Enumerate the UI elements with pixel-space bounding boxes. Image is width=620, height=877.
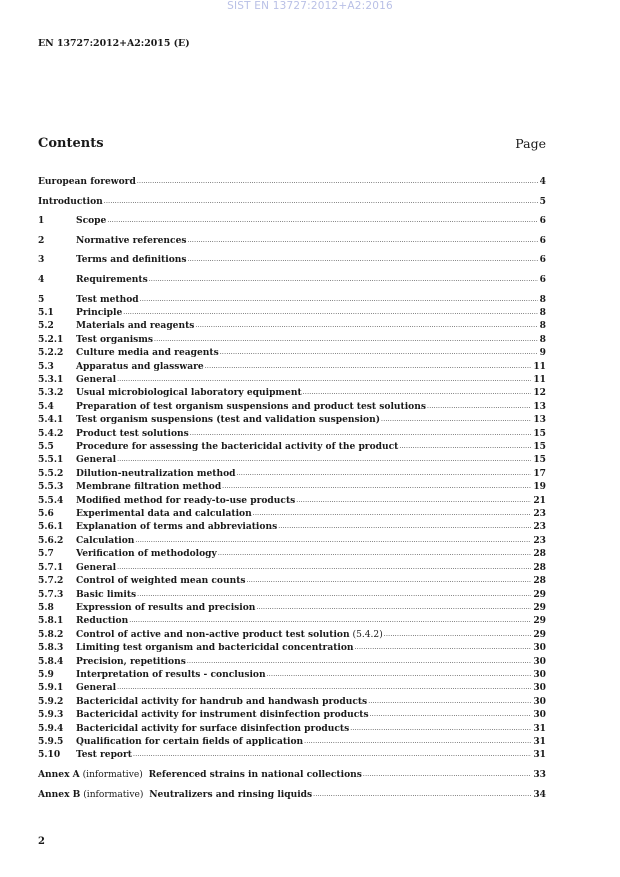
toc-entry-title: Usual microbiological laboratory equipment [76,387,302,399]
toc-entry[interactable] [38,195,546,208]
toc-entry-title: Test organism suspensions (test and validation suspension) [76,414,381,426]
toc-leader-dots [278,520,531,529]
toc-leader-dots [222,480,531,489]
toc-entry[interactable] [38,234,546,247]
toc-entry[interactable] [38,768,546,781]
toc-entry[interactable] [38,601,546,614]
toc-leader-dots [205,360,532,369]
toc-entry[interactable] [38,400,546,413]
toc-entry-page: 30 [533,655,546,667]
toc-entry-title: Explanation of terms and abbreviations [76,521,278,533]
toc-entry-page: 15 [533,427,546,439]
toc-entry[interactable] [38,695,546,708]
toc-entry-number: 5.7.1 [38,561,64,573]
toc-leader-dots [355,641,532,650]
toc-entry-number: 5.4.1 [38,414,64,426]
toc-entry-title: Interpretation of results - conclusion [76,668,266,680]
toc-leader-dots [117,373,531,382]
toc-entry[interactable] [38,641,546,654]
toc-leader-dots [188,253,538,262]
toc-entry-annex-title: Neutralizers and rinsing liquids [149,788,313,800]
toc-entry-title: Calculation [76,534,135,546]
toc-leader-dots [237,467,532,476]
toc-entry-title: Control of active and non-active product test solution [76,628,350,640]
page-column-label: Page [515,136,546,151]
toc-entry-page: 8 [539,306,546,318]
toc-entry-title: Apparatus and glassware [76,360,204,372]
toc-leader-dots [218,547,532,556]
toc-entry[interactable] [38,293,546,306]
toc-entry-title: Precision, repetitions [76,655,186,667]
toc-entry-title: General [76,682,117,694]
toc-entry-title: Bactericidal activity for handrub and handwash products [76,695,368,707]
toc-entry[interactable] [38,453,546,466]
toc-entry-title: Materials and reagents [76,320,195,332]
toc-entry-page: 8 [539,293,546,305]
toc-entry-page: 15 [533,454,546,466]
toc-leader-dots [135,534,531,543]
toc-leader-dots [399,440,531,449]
toc-entry[interactable] [38,440,546,453]
toc-leader-dots [137,588,531,597]
toc-entry-page: 31 [533,749,546,761]
toc-entry-page: 11 [533,374,546,385]
table-of-contents [38,175,546,801]
toc-entry[interactable] [38,373,546,386]
toc-entry[interactable] [38,681,546,694]
watermark: SIST EN 13727:2012+A2:2016 [227,0,393,12]
toc-leader-dots [247,574,532,583]
toc-entry-page: 5 [539,195,546,207]
toc-entry[interactable] [38,708,546,721]
toc-entry-page: 15 [533,441,546,453]
toc-entry-number: 5.6.2 [38,534,64,546]
toc-entry[interactable] [38,574,546,587]
toc-leader-dots [190,427,532,436]
toc-leader-dots [107,214,537,223]
toc-entry-page: 13 [533,414,546,426]
toc-entry-number: 5.9.2 [38,695,64,707]
toc-entry-page: 30 [533,695,546,707]
toc-entry[interactable] [38,561,546,574]
toc-entry-annex-title: Referenced strains in national collections [148,768,362,780]
toc-entry-page: 8 [539,320,546,332]
toc-entry-page: 29 [533,601,546,613]
toc-entry-page: 6 [539,254,546,266]
toc-entry-number: 5.1 [38,306,54,318]
toc-entry-page: 31 [533,722,546,734]
toc-entry-number: 5.2.2 [38,347,64,359]
toc-entry-page: 13 [533,400,546,412]
toc-entry-page: 12 [533,387,546,399]
toc-entry-page: 6 [539,273,546,285]
toc-entry-page: 29 [533,628,546,640]
toc-entry[interactable] [38,467,546,480]
toc-entry-page: 19 [533,481,546,493]
toc-leader-dots [195,319,537,328]
toc-entry-title: Requirements [76,273,148,285]
toc-entry[interactable] [38,480,546,493]
toc-leader-dots [267,668,532,677]
toc-entry[interactable] [38,360,546,373]
toc-entry-number: 5.4 [38,400,54,412]
contents-title: Contents [38,136,104,151]
toc-entry-number: 5.5.4 [38,494,64,506]
toc-entry-page: 23 [533,521,546,533]
toc-entry[interactable] [38,668,546,681]
toc-entry[interactable] [38,494,546,507]
toc-entry[interactable] [38,520,546,533]
toc-entry-page: 17 [533,467,546,479]
toc-entry-title: Introduction [38,195,103,207]
toc-leader-dots [117,453,531,462]
toc-entry-title: Terms and definitions [76,254,187,266]
toc-entry-title: Experimental data and calculation [76,508,252,520]
toc-entry[interactable] [38,614,546,627]
toc-entry-title: Normative references [76,234,187,246]
toc-entry-title: Expression of results and precision [76,601,256,613]
toc-leader-dots [123,306,537,315]
toc-entry-number: 5.6 [38,508,54,520]
toc-entry[interactable] [38,386,546,399]
toc-entry-title: Verification of methodology [76,548,217,560]
toc-entry-number: 5.9 [38,668,54,680]
toc-entry-title: General [76,561,117,573]
toc-entry-title: Membrane filtration method [76,481,222,493]
toc-leader-dots [117,681,531,690]
toc-leader-dots [384,628,532,637]
toc-leader-dots [129,614,531,623]
toc-entry-number: 5.5.1 [38,454,64,466]
toc-entry-title: Annex B [38,788,81,800]
toc-leader-dots [350,722,531,731]
toc-entry[interactable] [38,722,546,735]
toc-entry-title: Qualification for certain fields of application [76,735,304,747]
toc-entry-page: 8 [539,333,546,345]
toc-entry-page: 29 [533,615,546,627]
toc-entry-number: 5.5 [38,441,54,453]
toc-entry-page: 29 [533,588,546,600]
toc-leader-dots [313,788,531,797]
toc-entry-number: 5.3 [38,360,54,372]
toc-entry-number: 5.2.1 [38,333,64,345]
toc-entry-title: European foreword [38,176,136,187]
document-header: EN 13727:2012+A2:2015 (E) [38,38,190,49]
toc-entry-title: Test organisms [76,333,154,345]
toc-entry[interactable] [38,788,546,801]
toc-leader-dots [187,234,537,243]
toc-entry-title: Test method [76,293,139,305]
toc-entry-title: Dilution-neutralization method [76,467,236,479]
toc-entry[interactable] [38,748,546,761]
toc-leader-dots [253,507,532,516]
toc-entry[interactable] [38,306,546,319]
toc-entry[interactable] [38,547,546,560]
toc-entry-page: 6 [539,215,546,227]
toc-entry-number: 5.8.3 [38,642,64,654]
toc-entry-number: 5.2 [38,320,54,332]
toc-entry-title: Reduction [76,615,129,627]
toc-leader-dots [296,494,531,503]
toc-entry-number: 5.6.1 [38,521,64,533]
toc-leader-dots [220,346,538,355]
toc-leader-dots [427,400,531,409]
toc-entry-page: 6 [539,234,546,246]
toc-entry-title: Scope [76,215,107,227]
toc-entry-page: 33 [533,768,546,780]
toc-entry-title: Principle [76,306,123,318]
toc-entry-title: Control of weighted mean counts [76,575,246,587]
toc-entry-page: 34 [533,788,546,800]
toc-entry[interactable] [38,427,546,440]
toc-entry-number: 5.8.4 [38,655,64,667]
toc-entry-title: Bactericidal activity for instrument disinfection products [76,709,369,721]
toc-entry-note: (informative) [79,769,149,780]
toc-entry-page: 21 [533,494,546,506]
toc-entry-page: 23 [533,534,546,546]
page-number: 2 [38,836,45,847]
toc-entry-number: 2 [38,234,45,246]
toc-entry-note: (informative) [80,789,150,800]
toc-leader-dots [133,748,531,757]
toc-entry-number: 5.10 [38,749,61,761]
toc-entry-title: Culture media and reagents [76,347,219,359]
toc-entry[interactable] [38,175,546,188]
toc-entry[interactable] [38,735,546,748]
toc-entry-title: General [76,374,117,385]
toc-entry-page: 30 [533,642,546,654]
toc-entry[interactable] [38,333,546,346]
toc-leader-dots [149,273,538,282]
toc-entry-title: General [76,454,117,466]
toc-entry-page: 9 [539,347,546,359]
toc-entry-number: 5.3.2 [38,387,64,399]
toc-entry-page: 31 [533,735,546,747]
toc-entry-number: 5 [38,293,45,305]
toc-entry-number: 5.8.1 [38,615,64,627]
toc-entry-number: 5.9.4 [38,722,64,734]
toc-entry-number: 5.5.2 [38,467,64,479]
toc-entry-page: 30 [533,709,546,721]
toc-entry[interactable] [38,534,546,547]
toc-entry[interactable] [38,214,546,227]
toc-entry-number: 5.7.2 [38,575,64,587]
toc-entry-number: 5.8 [38,601,54,613]
toc-entry-page: 30 [533,682,546,694]
toc-entry-page: 23 [533,508,546,520]
toc-entry-title: Annex A [38,768,80,780]
toc-entry-title: Bactericidal activity for surface disinfection products [76,722,350,734]
toc-entry[interactable] [38,588,546,601]
toc-leader-dots [137,175,538,184]
toc-entry-title: Product test solutions [76,427,189,439]
toc-entry[interactable] [38,655,546,668]
toc-leader-dots [381,413,531,422]
toc-leader-dots [256,601,531,610]
toc-entry-page: 30 [533,668,546,680]
toc-leader-dots [303,386,532,395]
toc-entry[interactable] [38,346,546,359]
toc-entry-title: Preparation of test organism suspensions and product test solutions [76,400,426,412]
toc-leader-dots [304,735,531,744]
toc-entry[interactable] [38,273,546,286]
toc-entry-number: 1 [38,215,45,227]
toc-entry[interactable] [38,507,546,520]
toc-entry[interactable] [38,628,546,641]
toc-entry[interactable] [38,413,546,426]
toc-entry-page: 28 [533,561,546,573]
toc-entry-title: Modified method for ready-to-use products [76,494,296,506]
toc-entry-number: 5.7.3 [38,588,64,600]
toc-entry[interactable] [38,253,546,266]
toc-entry-page: 4 [539,176,546,187]
toc-entry-page: 28 [533,548,546,560]
toc-entry-page: 28 [533,575,546,587]
toc-entry[interactable] [38,319,546,332]
toc-leader-dots [187,655,532,664]
toc-leader-dots [363,768,531,777]
toc-entry-title: Test report [76,749,132,761]
toc-leader-dots [104,195,538,204]
toc-entry-number: 4 [38,273,45,285]
toc-entry-note: (5.4.2) [349,629,383,640]
toc-entry-number: 5.3.1 [38,374,64,385]
toc-entry-title: Procedure for assessing the bactericidal activity of the product [76,441,399,453]
toc-entry-number: 5.4.2 [38,427,64,439]
toc-leader-dots [117,561,531,570]
toc-entry-number: 5.9.1 [38,682,64,694]
toc-entry-page: 11 [533,360,546,372]
toc-entry-number: 3 [38,254,45,266]
toc-entry-number: 5.7 [38,548,54,560]
toc-entry-number: 5.5.3 [38,481,64,493]
toc-entry-number: 5.9.5 [38,735,64,747]
toc-leader-dots [154,333,538,342]
toc-leader-dots [140,293,538,302]
toc-leader-dots [370,708,532,717]
toc-entry-title: Basic limits [76,588,137,600]
toc-entry-title: Limiting test organism and bactericidal concentration [76,642,354,654]
toc-entry-number: 5.8.2 [38,628,64,640]
toc-entry-number: 5.9.3 [38,709,64,721]
toc-leader-dots [368,695,531,704]
